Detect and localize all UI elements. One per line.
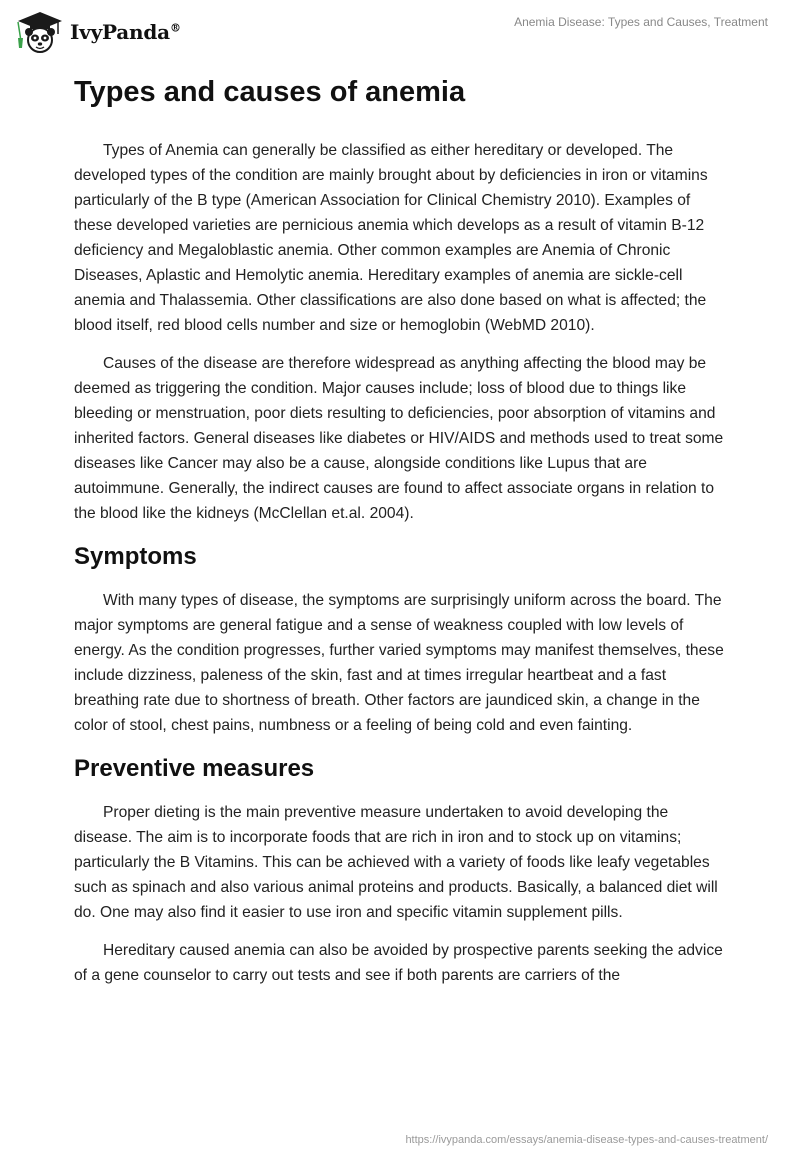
paragraph: Hereditary caused anemia can also be avoided by prospective parents seeking the advice of a gene counselor to carry out tests and see if both parents are carriers of the (74, 942, 723, 984)
paragraph: With many types of disease, the symptoms are surprisingly uniform across the board. The major symptoms are general fatigue and a sense of weakness coupled with low levels of energy. As the condition progresses, further varied symptoms may manifest themselves, these include dizziness, paleness of the skin, fast and at times irregular heartbeat and a fast breathing rate due to shortness of breath. Other factors are jaundiced skin, a change in the color of stool, chest pains, numbness or a feeling of being cold and even fainting. (74, 592, 724, 734)
brand-logo[interactable] (14, 10, 181, 54)
document-title: Anemia Disease: Types and Causes, Treatment (514, 15, 768, 29)
section-heading-symptoms: Symptoms (74, 543, 197, 570)
article-title: Types and causes of anemia (74, 76, 466, 108)
brand-name: IvyPanda® (70, 20, 181, 44)
page-header (0, 0, 800, 60)
source-url[interactable]: https://ivypanda.com/essays/anemia-disease-types-and-causes-treatment/ (405, 1134, 768, 1146)
paragraph: Types of Anemia can generally be classified as either hereditary or developed. The developed types of the condition are mainly brought about by deficiencies in iron or vitamins particularly of the B type (American Association for Clinical Chemistry 2010). Examples of these developed varieties are pernicious anemia which develops as a result of vitamin B-12 deficiency and Megaloblastic anemia. Other common examples are Anemia of Chronic Diseases, Aplastic and Hemolytic anemia. Hereditary examples of anemia are sickle-cell anemia and Thalassemia. Other classifications are also done based on what is affected; the blood itself, red blood cells number and size or hemoglobin (WebMD 2010). (74, 142, 708, 334)
panda-graduate-icon (14, 10, 66, 54)
paragraph: Causes of the disease are therefore widespread as anything affecting the blood may be deemed as triggering the condition. Major causes include; loss of blood due to things like bleeding or menstruation, poor diets resulting to deficiencies, poor absorption of vitamins and inherited factors. General diseases like diabetes or HIV/AIDS and methods used to treat some diseases like Cancer may also be a cause, alongside conditions like Lupus that are autoimmune. Generally, the indirect causes are found to affect associate organs in relation to the blood like the kidneys (McClellan et.al. 2004). (74, 355, 724, 522)
article-body (74, 74, 724, 1001)
section-heading-preventive-measures: Preventive measures (74, 755, 315, 782)
paragraph: Proper dieting is the main preventive measure undertaken to avoid developing the disease. The aim is to incorporate foods that are rich in iron and to stock up on vitamins; particularly the B Vitamins. This can be achieved with a variety of foods like leafy vegetables such as spinach and also various animal proteins and products. Basically, a balanced diet will do. One may also find it easier to use iron and specific vitamin supplement pills. (74, 804, 718, 921)
